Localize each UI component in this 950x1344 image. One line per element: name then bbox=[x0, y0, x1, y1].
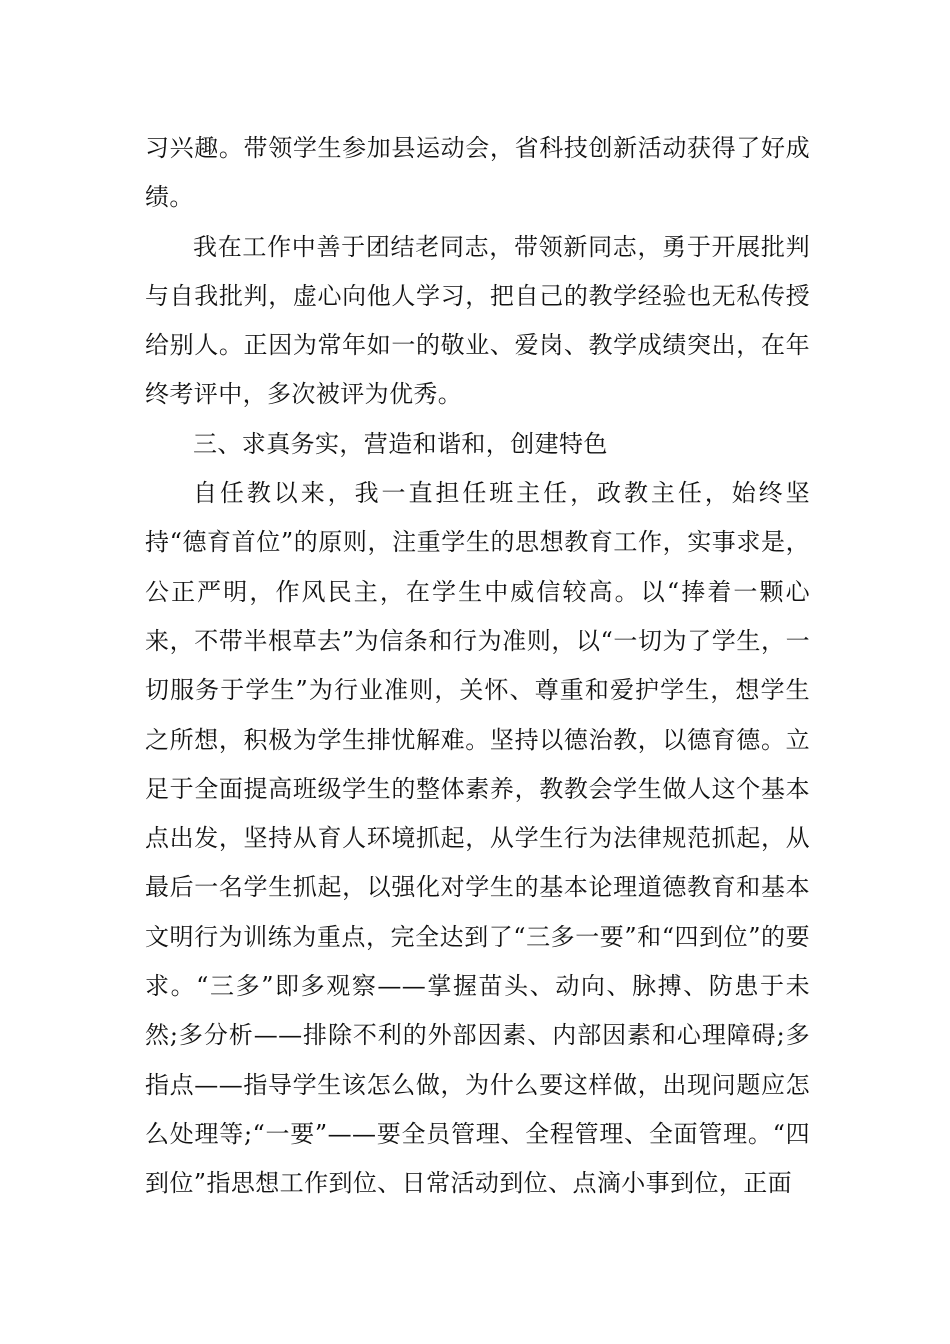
paragraph-teamwork: 我在工作中善于团结老同志，带领新同志，勇于开展批判与自我批判，虚心向他人学习，把自己的教学经验也无私传授给别人。正因为常年如一的敬业、爱岗、教学成绩突出，在年终考评中，多次被评为优秀。 bbox=[145, 232, 810, 409]
section-heading: 三、求真务实，营造和谐和，创建特色 bbox=[193, 429, 608, 458]
paragraph-continuation: 习兴趣。带领学生参加县运动会，省科技创新活动获得了好成绩。 bbox=[145, 134, 810, 212]
paragraph-moral-education: 自任教以来，我一直担任班主任，政教主任，始终坚持“德育首位”的原则，注重学生的思想教育工作，实事求是，公正严明，作风民主，在学生中威信较高。以“捧着一颗心来，不带半根草去”为信条和行为准则，以“一切为了学生，一切服务于学生”为行业准则，关怀、尊重和爱护学生，想学生之所想，积极为学生排忧解难。坚持以德治教，以德育德。立足于全面提高班级学生的整体素养，教教会学生做人这个基本点出发，坚持从育人环境抓起，从学生行为法律规范抓起，从最后一名学生抓起，以强化对学生的基本论理道德教育和基本文明行为训练为重点，完全达到了“三多一要”和“四到位”的要求。“三多”即多观察——掌握苗头、动向、脉搏、防患于未然;多分析——排除不利的外部因素、内部因素和心理障碍;多指点——指导学生该怎么做，为什么要这样做，出现问题应怎么处理等;“一要”——要全员管理、全程管理、全面管理。“四到位”指思想工作到位、日常活动到位、点滴小事到位，正面 bbox=[145, 479, 810, 1198]
document-body bbox=[145, 124, 810, 1209]
